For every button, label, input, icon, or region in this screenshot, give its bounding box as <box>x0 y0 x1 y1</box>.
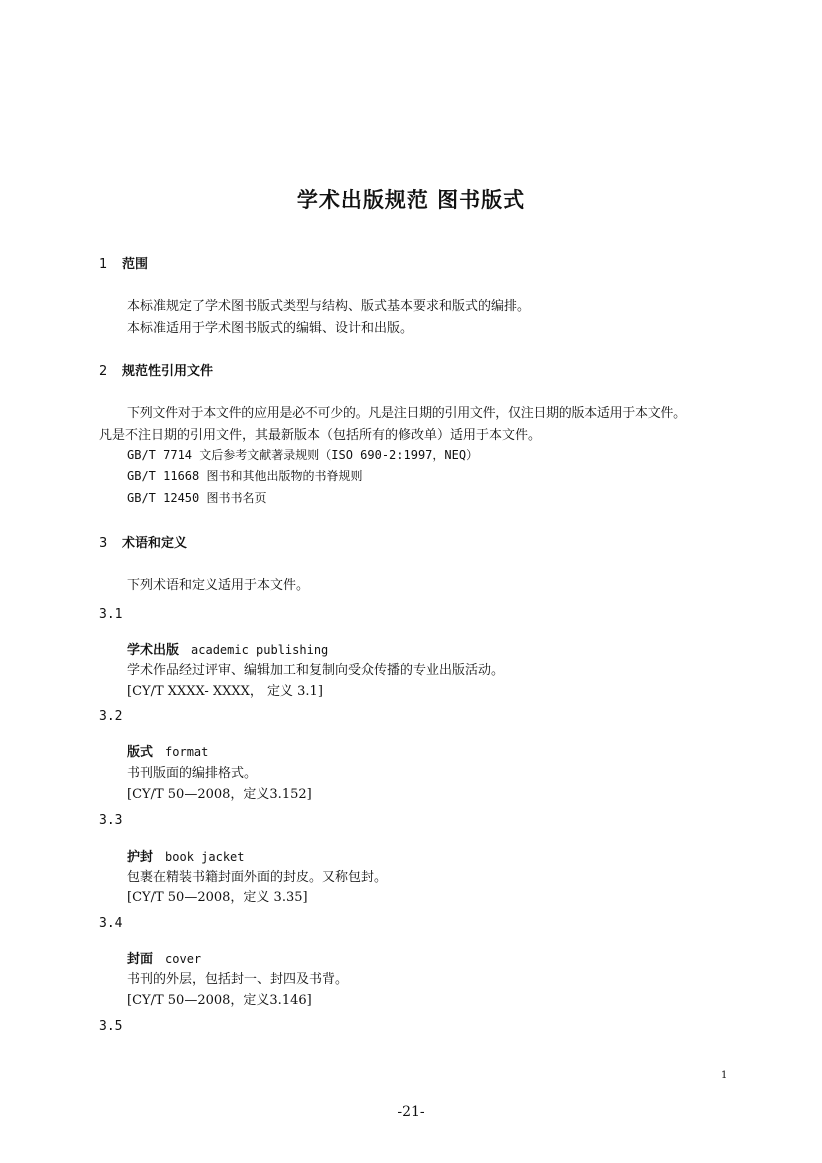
footer-page-number: -21- <box>397 1104 425 1120</box>
term-number: 3.3 <box>99 813 123 828</box>
paragraph: 本标准适用于学术图书版式的编辑、设计和出版。 <box>127 321 414 336</box>
term-definition: 书刊版面的编排格式。 <box>127 766 258 781</box>
section-title: 规范性引用文件 <box>122 364 214 379</box>
term-number: 3.1 <box>99 607 123 622</box>
section-number: 1 <box>99 257 108 272</box>
term-definition: 学术作品经过评审、编辑加工和复制向受众传播的专业出版活动。 <box>127 663 505 678</box>
reference-item: GB/T 12450 图书书名页 <box>127 491 267 505</box>
paragraph: 凡是不注日期的引用文件，其最新版本（包括所有的修改单）适用于本文件。 <box>99 428 542 443</box>
reference-item: GB/T 11668 图书和其他出版物的书脊规则 <box>127 469 363 483</box>
paragraph: 下列术语和定义适用于本文件。 <box>127 578 310 593</box>
term-english: cover <box>165 952 202 966</box>
term-chinese: 护封 <box>127 850 154 865</box>
section-title: 范围 <box>122 257 149 272</box>
section-heading-terms <box>99 532 187 551</box>
section-number: 2 <box>99 364 108 379</box>
term-english: book jacket <box>165 850 245 864</box>
term-definition: 书刊的外层，包括封一、封四及书背。 <box>127 972 349 987</box>
section-heading-scope <box>99 253 148 272</box>
term-chinese: 版式 <box>127 745 154 760</box>
reference-item: GB/T 7714 文后参考文献著录规则（ISO 690-2:1997，NEQ） <box>127 448 479 462</box>
term-entry <box>127 846 245 865</box>
term-entry <box>127 948 201 967</box>
term-definition: 包裹在精装书籍封面外面的封皮。又称包封。 <box>127 870 388 885</box>
term-source: [CY/T 50—2008，定义3.152] <box>127 787 312 802</box>
term-number: 3.4 <box>99 916 123 931</box>
term-source: [CY/T 50—2008，定义 3.35] <box>127 890 308 905</box>
term-number: 3.5 <box>99 1019 123 1034</box>
page-title: 学术出版规范 图书版式 <box>296 188 526 212</box>
section-heading-normative-references <box>99 360 213 379</box>
section-title: 术语和定义 <box>122 536 188 551</box>
paragraph: 本标准规定了学术图书版式类型与结构、版式基本要求和版式的编排。 <box>127 299 531 314</box>
term-source: [CY/T XXXX- XXXX， 定义 3.1] <box>127 684 323 699</box>
term-entry <box>127 639 328 658</box>
term-english: format <box>165 745 209 759</box>
term-entry <box>127 741 208 760</box>
term-english: academic publishing <box>191 643 329 657</box>
paragraph: 下列文件对于本文件的应用是必不可少的。凡是注日期的引用文件，仅注日期的版本适用于本文件。 <box>127 406 686 421</box>
term-chinese: 学术出版 <box>127 643 180 658</box>
page-number: 1 <box>721 1070 728 1081</box>
term-number: 3.2 <box>99 709 123 724</box>
term-chinese: 封面 <box>127 952 154 967</box>
section-number: 3 <box>99 536 108 551</box>
term-source: [CY/T 50—2008，定义3.146] <box>127 993 312 1008</box>
